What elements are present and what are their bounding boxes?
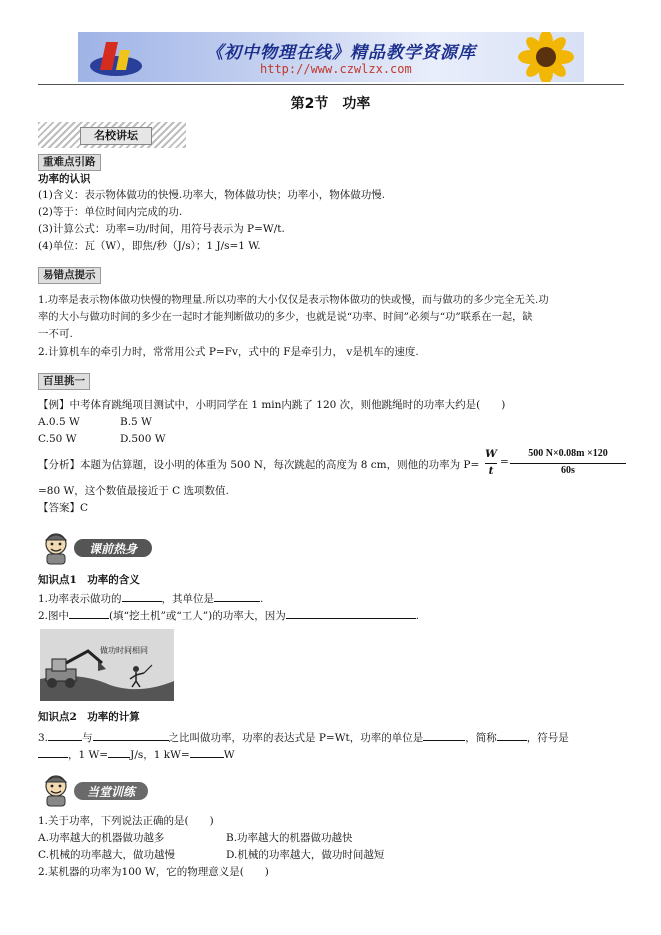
- analysis-line-1: 【分析】本题为估算题，设小明的体重为 500 N，每次跳起的高度为 8 cm，则他的功率为 P=: [38, 459, 480, 471]
- k1-q1-text-b: ，其单位是: [161, 593, 215, 605]
- k1-q1: [38, 590, 263, 607]
- zhongnan-line-1: (1)含义：表示物体做功的快慢.功率大，物体做功快；功率小，物体做功慢.: [38, 189, 386, 201]
- student-icon-2: [38, 772, 74, 808]
- formula-bar: [510, 463, 626, 464]
- example-question: 【例】中考体育跳绳项目测试中，小明同学在 1 min内跳了 120 次，则他跳绳时的功率大约是( ): [38, 399, 506, 411]
- option-c: C.50 W: [38, 433, 77, 445]
- header-rule: [38, 84, 624, 85]
- banner-title: 《初中物理在线》精品教学资源库: [206, 43, 476, 63]
- logo-icon: [86, 36, 146, 80]
- k2-q3-text-a: 3.: [38, 732, 49, 744]
- zhongnan-line-3: (3)计算公式：功率=功/时间，用符号表示为 P=W/t.: [38, 223, 285, 235]
- banner-url: http://www.czwlzx.com: [260, 62, 412, 76]
- sunflower-icon: [508, 32, 584, 82]
- yicuo-line-4: 2.计算机车的牵引力时，常常用公式 P=Fv，式中的 F是牵引力， v是机车的速度.: [38, 346, 419, 358]
- k2-q3-text-h: W: [223, 749, 235, 761]
- k1-q2-blank-2[interactable]: [286, 607, 416, 619]
- option-b: B.5 W: [120, 416, 152, 428]
- excavator-illustration: [40, 629, 174, 701]
- k1-q1-text-c: .: [260, 593, 264, 605]
- keqian-banner: [38, 530, 158, 566]
- formula-w: W: [485, 448, 497, 460]
- yicuo-line-3: 一不可.: [38, 328, 73, 340]
- dt-q2: 2.某机器的功率为100 W，它的物理意义是( ): [38, 866, 269, 878]
- answer: 【答案】C: [38, 502, 89, 514]
- k1-q2-text-c: .: [415, 610, 420, 622]
- zhongnan-line-4: (4)单位：瓦（W），即焦/秒（J/s）；1 J/s=1 W.: [38, 240, 261, 252]
- k2-q3-blank-3[interactable]: [423, 729, 465, 741]
- k2-q3-blank-5[interactable]: [38, 746, 68, 758]
- k1-q2: [38, 607, 419, 624]
- k2-q3-blank-7[interactable]: [190, 746, 224, 758]
- formula-w-bar: [485, 463, 497, 464]
- k1-q1-blank-1[interactable]: [122, 590, 162, 602]
- student-icon: [38, 530, 74, 566]
- dt-q1: 1.关于功率，下列说法正确的是( ): [38, 815, 214, 827]
- yicuo-tag: 易错点提示: [38, 267, 101, 284]
- k2-q3-blank-4[interactable]: [497, 729, 527, 741]
- dangtang-label: 当堂训练: [86, 785, 135, 799]
- k2-q3-line1: [38, 729, 569, 746]
- k2-q3-text-b: 与: [82, 732, 93, 744]
- option-a: A.0.5 W: [38, 416, 80, 428]
- k1-q2-blank-1[interactable]: [69, 607, 109, 619]
- baili-tag: 百里挑一: [38, 373, 90, 390]
- k2-q3-text-c: 之比叫做功率，功率的表达式是 P=Wt，功率的单位是: [168, 732, 424, 744]
- yicuo-line-1: 1.功率是表示物体做功快慢的物理量.所以功率的大小仅仅是表示物体做功的快或慢，而与做功的多少完全无关.功: [38, 294, 549, 306]
- dangtang-banner: [38, 772, 158, 808]
- k2-q3-text-f: ，1 W=: [68, 749, 109, 761]
- k1-q1-text-a: 1.功率表示做功的: [38, 593, 122, 605]
- k2-q3-blank-6[interactable]: [108, 746, 130, 758]
- formula-equals: =: [500, 456, 509, 468]
- analysis-line-2: =80 W，这个数值最接近于 C 选项数值.: [38, 485, 229, 497]
- dt-q1-opt-a: A.功率越大的机器做功越多: [38, 832, 165, 844]
- k1-q1-blank-2[interactable]: [214, 590, 260, 602]
- k2-heading: 知识点2 功率的计算: [38, 711, 140, 723]
- zhongnan-line-2: (2)等于：单位时间内完成的功.: [38, 206, 183, 218]
- zhongnan-heading: 功率的认识: [38, 173, 91, 185]
- formula-numerator: 500 N×0.08m ×120: [528, 448, 608, 459]
- formula-t: t: [488, 465, 494, 477]
- header-banner: [78, 32, 584, 82]
- dt-q1-opt-b: B.功率越大的机器做功越快: [226, 832, 353, 844]
- k1-q2-text-a: 2.图中: [38, 610, 70, 622]
- formula-denominator: 60s: [561, 465, 575, 476]
- illustration-caption: 做功时间相同: [100, 646, 148, 655]
- option-d: D.500 W: [120, 433, 166, 445]
- zhongnan-tag: 重难点引路: [38, 154, 101, 171]
- yicuo-line-2: 率的大小与做功时间的多少在一起时才能判断做功的多少，也就是说“功率、时间”必须与“功”联系在一起，缺: [38, 311, 533, 323]
- dt-q1-opt-d: D.机械的功率越大，做功时间越短: [226, 849, 385, 861]
- k2-q3-text-g: J/s，1 kW=: [130, 749, 190, 761]
- k2-q3-blank-1[interactable]: [48, 729, 82, 741]
- k1-q2-text-b: (填“挖土机”或“工人”)的功率大，因为: [109, 610, 286, 622]
- dt-q1-opt-c: C.机械的功率越大，做功越慢: [38, 849, 175, 861]
- k2-q3-text-d: ，简称: [465, 732, 497, 744]
- excavator-worker-image: [40, 629, 174, 701]
- mingxiao-label: 名校讲坛: [80, 127, 152, 145]
- k1-heading: 知识点1 功率的含义: [38, 574, 140, 586]
- k2-q3-blank-2[interactable]: [93, 729, 169, 741]
- k2-q3-text-e: ，符号是: [526, 732, 569, 744]
- k2-q3-line2: [38, 746, 235, 763]
- keqian-label: 课前热身: [88, 542, 137, 556]
- page-title: 第2节 功率: [290, 96, 371, 112]
